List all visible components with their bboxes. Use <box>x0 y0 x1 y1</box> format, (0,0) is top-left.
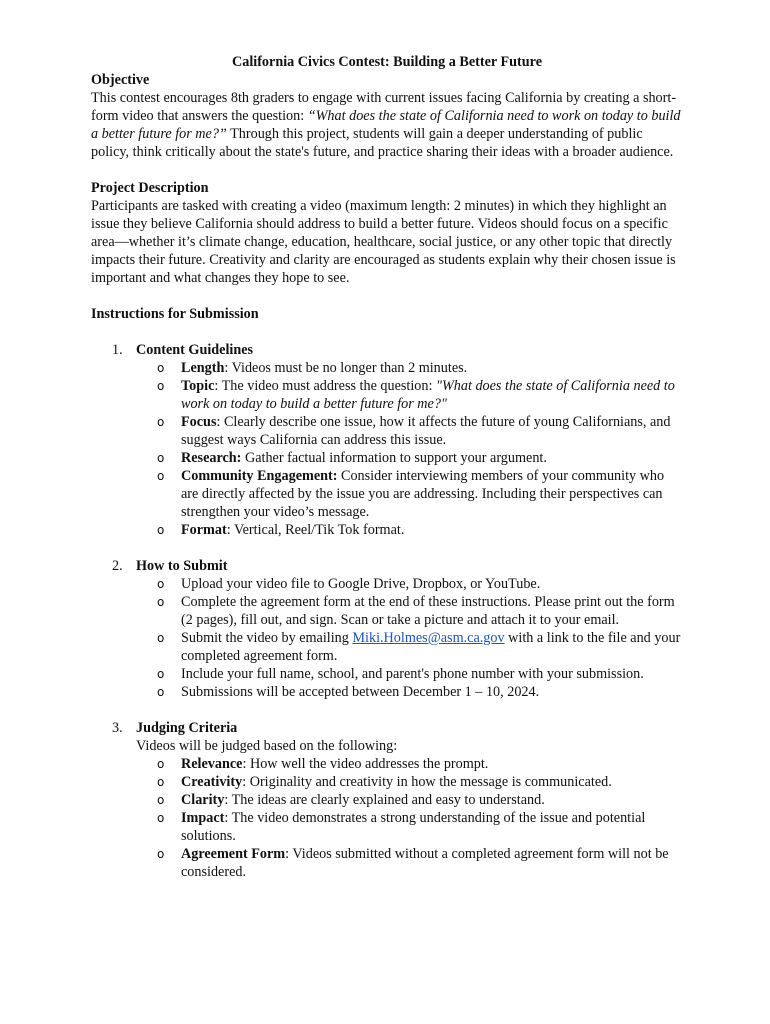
bullet-icon: o <box>157 361 165 375</box>
list-item: o Community Engagement: Consider interviewing members of your community who are directly affected by the issue you are addressing. Including their perspectives can strengthen your video’s message. <box>157 468 665 520</box>
project-description-paragraph: Participants are tasked with creating a video (maximum length: 2 minutes) in which they highlight an issue they believe California should address to build a better future. Videos should focus on a specific area—whether it’s climate change, education, healthcare, social justice, or any other topic that directly impacts their future. Creativity and clarity are encouraged as students explain why their chosen issue is important and what changes they hope to see. <box>91 198 676 286</box>
instructions-heading: Instructions for Submission <box>91 306 259 322</box>
objective-text-before: This contest encourages 8th graders to engage with current issues facing California by creating a short-form video that answers the question: <box>91 90 677 124</box>
judging-intro: Videos will be judged based on the following: <box>136 738 398 754</box>
objective-question: “What does the state of California need to work on today to build a better future for me?” <box>91 108 681 142</box>
document-content <box>91 53 683 881</box>
section-judging-criteria <box>91 719 683 737</box>
list-item: o Format: Vertical, Reel/Tik Tok format. <box>157 522 405 538</box>
list-item: o Focus: Clearly describe one issue, how it affects the future of young Californians, and suggest ways California can address this issue. <box>157 414 671 448</box>
objective-paragraph <box>91 89 683 161</box>
bullet-icon: o <box>157 523 165 537</box>
section-heading: Judging Criteria <box>136 720 238 736</box>
list-item: o Submit the video by emailing Miki.Holmes@asm.ca.gov with a link to the file and your completed agreement form. <box>157 630 681 664</box>
bullet-icon: o <box>157 847 165 861</box>
list-item: o Relevance: How well the video addresses the prompt. <box>157 756 489 772</box>
bullet-icon: o <box>157 595 165 609</box>
bullet-icon: o <box>157 811 165 825</box>
email-link[interactable]: Miki.Holmes@asm.ca.gov <box>352 630 505 646</box>
bullet-icon: o <box>157 775 165 789</box>
section-number: 1. <box>112 342 123 358</box>
list-item: o Creativity: Originality and creativity in how the message is communicated. <box>157 774 612 790</box>
bullet-icon: o <box>157 577 165 591</box>
objective-text-after: Through this project, students will gain a deeper understanding of public policy, think critically about the state's future, and practice sharing their ideas with a broader audience. <box>91 126 674 160</box>
section-number: 3. <box>112 720 123 736</box>
section-how-to-submit <box>91 557 683 575</box>
list-item: o Complete the agreement form at the end of these instructions. Please print out the form (2 pages), fill out, and sign. Scan or take a picture and attach it to your email. <box>157 594 675 628</box>
project-description-heading: Project Description <box>91 180 209 196</box>
bullet-icon: o <box>157 451 165 465</box>
list-item: o Clarity: The ideas are clearly explained and easy to understand. <box>157 792 545 808</box>
list-item: o Upload your video file to Google Drive, Dropbox, or YouTube. <box>157 576 541 592</box>
list-item: o Impact: The video demonstrates a strong understanding of the issue and potential solutions. <box>157 810 646 844</box>
judging-criteria-list <box>91 737 683 881</box>
list-item: o Topic: The video must address the question: "What does the state of California need to work on today to build a better future for me?" <box>157 378 675 412</box>
document-title: California Civics Contest: Building a Better Future <box>231 54 542 70</box>
how-to-submit-list <box>91 575 683 701</box>
section-heading: How to Submit <box>136 558 228 574</box>
bullet-icon: o <box>157 685 165 699</box>
bullet-icon: o <box>157 415 165 429</box>
bullet-icon: o <box>157 469 165 483</box>
section-content-guidelines <box>91 341 683 359</box>
section-number: 2. <box>112 558 123 574</box>
list-item: o Submissions will be accepted between December 1 – 10, 2024. <box>157 684 540 700</box>
list-item: o Include your full name, school, and parent's phone number with your submission. <box>157 666 644 682</box>
objective-heading: Objective <box>91 72 150 88</box>
list-item: o Research: Gather factual information to support your argument. <box>157 450 547 466</box>
list-item: o Agreement Form: Videos submitted without a completed agreement form will not be considered. <box>157 846 669 880</box>
bullet-icon: o <box>157 667 165 681</box>
content-guidelines-list <box>91 359 683 539</box>
bullet-icon: o <box>157 631 165 645</box>
bullet-icon: o <box>157 379 165 393</box>
section-heading: Content Guidelines <box>136 342 254 358</box>
bullet-icon: o <box>157 793 165 807</box>
list-item: o Length: Videos must be no longer than 2 minutes. <box>157 360 468 376</box>
bullet-icon: o <box>157 757 165 771</box>
